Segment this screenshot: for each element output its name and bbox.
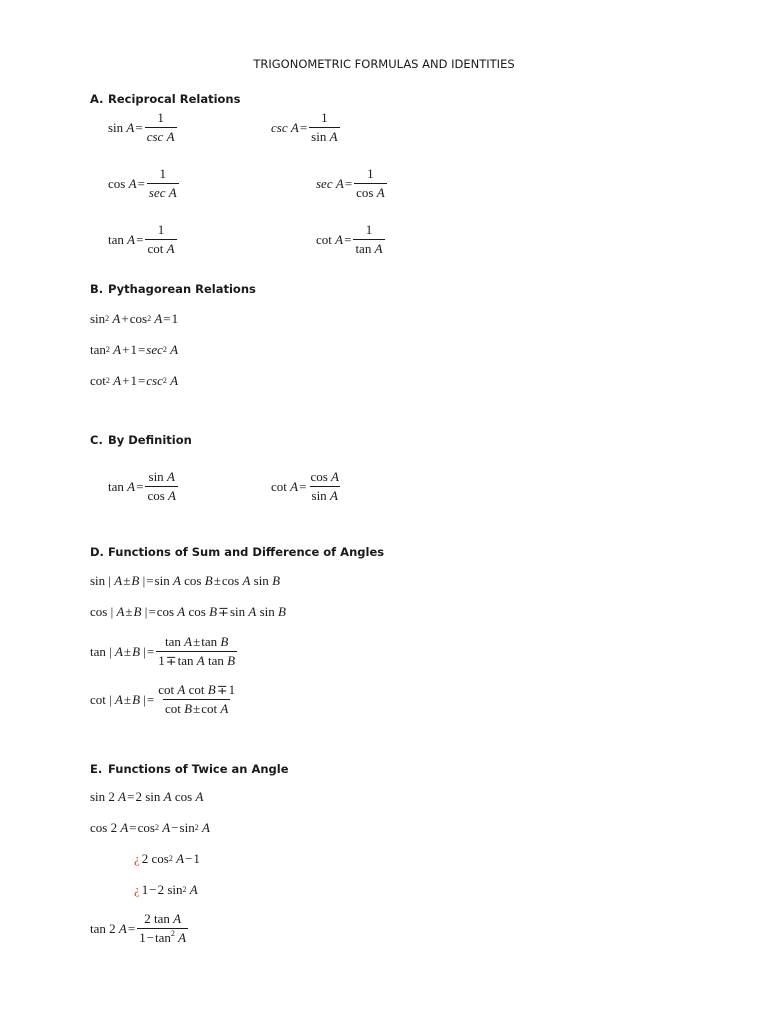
formula-tan-double-angle: tan 2 A = $\frac{\text{2 tan A}}{1-\tan^2 A}$ [90, 911, 187, 945]
formula-pythagorean-cot-csc: cot 2 A + 1 = csc 2 A [90, 373, 179, 388]
section-title: Functions of Sum and Difference of Angles [108, 545, 385, 559]
formula-cot-reciprocal: cot A = $\frac{1}{\text{tan A}}$ [316, 222, 383, 256]
section-heading-c [90, 433, 192, 447]
section-heading-b [90, 282, 256, 296]
formula-csc-reciprocal: csc A = $\frac{1}{\text{sin A}}$ [271, 110, 338, 144]
formula-cos-double-angle: cos 2 A = cos 2 A − sin 2 A [90, 820, 210, 835]
page-title: TRIGONOMETRIC FORMULAS AND IDENTITIES [253, 57, 515, 71]
section-letter: B. [90, 282, 104, 296]
fraction: $\frac{\text{cos A}}{\text{sin A}}$ [310, 469, 339, 503]
formula-sin-reciprocal: sin A = $\frac{1}{\text{csc A}}$ [108, 110, 175, 144]
fraction: $\frac{\text{tan A±tan B}}{\text{1∓tan A tan B}}$ [158, 634, 236, 668]
continuation-mark: ¿ [134, 851, 140, 866]
fraction: $\frac{\text{2 tan A}}{1-\tan^2 A}$ [139, 911, 187, 945]
formula-cos-double-angle-alt1: ¿ 2 cos 2 A − 1 [134, 851, 200, 866]
section-letter: C. [90, 433, 103, 447]
fraction: $\frac{1}{\text{sin A}}$ [311, 110, 338, 144]
section-title: Pythagorean Relations [108, 282, 256, 296]
formula-sin-sum-difference: sin | A ± B | = sin A cos B ± cos A sin B [90, 573, 281, 588]
section-heading-d [90, 545, 384, 559]
formula-cot-definition: cot A = $\frac{\text{cos A}}{\text{sin A}}$ [271, 469, 339, 503]
formula-cos-double-angle-alt2: ¿ 1 − 2 sin 2 A [134, 882, 198, 897]
fraction: $\frac{1}{\text{cos A}}$ [356, 166, 385, 200]
formula-pythagorean-sin-cos: sin 2 A + cos 2 A = 1 [90, 311, 179, 326]
section-letter: A. [90, 92, 104, 106]
continuation-mark: ¿ [134, 882, 140, 897]
formula-cos-sum-difference: cos | A ± B | = cos A cos B ∓ sin A sin B [90, 604, 286, 619]
fraction: $\frac{\text{sin A}}{\text{cos A}}$ [147, 469, 176, 503]
formula-tan-definition: tan A = $\frac{\text{sin A}}{\text{cos A}}$ [108, 469, 176, 503]
section-title: By Definition [108, 433, 192, 447]
section-title: Reciprocal Relations [108, 92, 241, 106]
section-title: Functions of Twice an Angle [108, 762, 289, 776]
formula-tan-reciprocal: tan A = $\frac{1}{\text{cot A}}$ [108, 222, 175, 256]
section-letter: E. [90, 762, 103, 776]
fraction: $\frac{1}{\text{sec A}}$ [148, 166, 177, 200]
formula-tan-sum-difference: tan | A ± B | = $\frac{\text{tan A±tan B}}{\text{1∓tan A tan B}}$ [90, 634, 236, 668]
fraction: $\frac{1}{\text{csc A}}$ [146, 110, 175, 144]
fraction: $\frac{\text{cot A cot B∓1}}{\text{cot B±cot A}}$ [158, 682, 236, 716]
formula-cot-sum-difference: cot | A ± B | = $\frac{\text{cot A cot B∓1}}{\text{cot B±cot A}}$ [90, 682, 236, 716]
formula-cos-reciprocal: cos A = $\frac{1}{\text{sec A}}$ [108, 166, 177, 200]
formula-sin-double-angle: sin 2 A = 2 sin A cos A [90, 789, 204, 804]
section-heading-e [90, 762, 289, 776]
fraction: $\frac{1}{\text{tan A}}$ [355, 222, 383, 256]
formula-pythagorean-tan-sec: tan 2 A + 1 = sec 2 A [90, 342, 179, 357]
fraction: $\frac{1}{\text{cot A}}$ [147, 222, 175, 256]
formula-sec-reciprocal: sec A = $\frac{1}{\text{cos A}}$ [316, 166, 385, 200]
section-heading-a [90, 92, 240, 106]
section-letter: D. [90, 545, 104, 559]
